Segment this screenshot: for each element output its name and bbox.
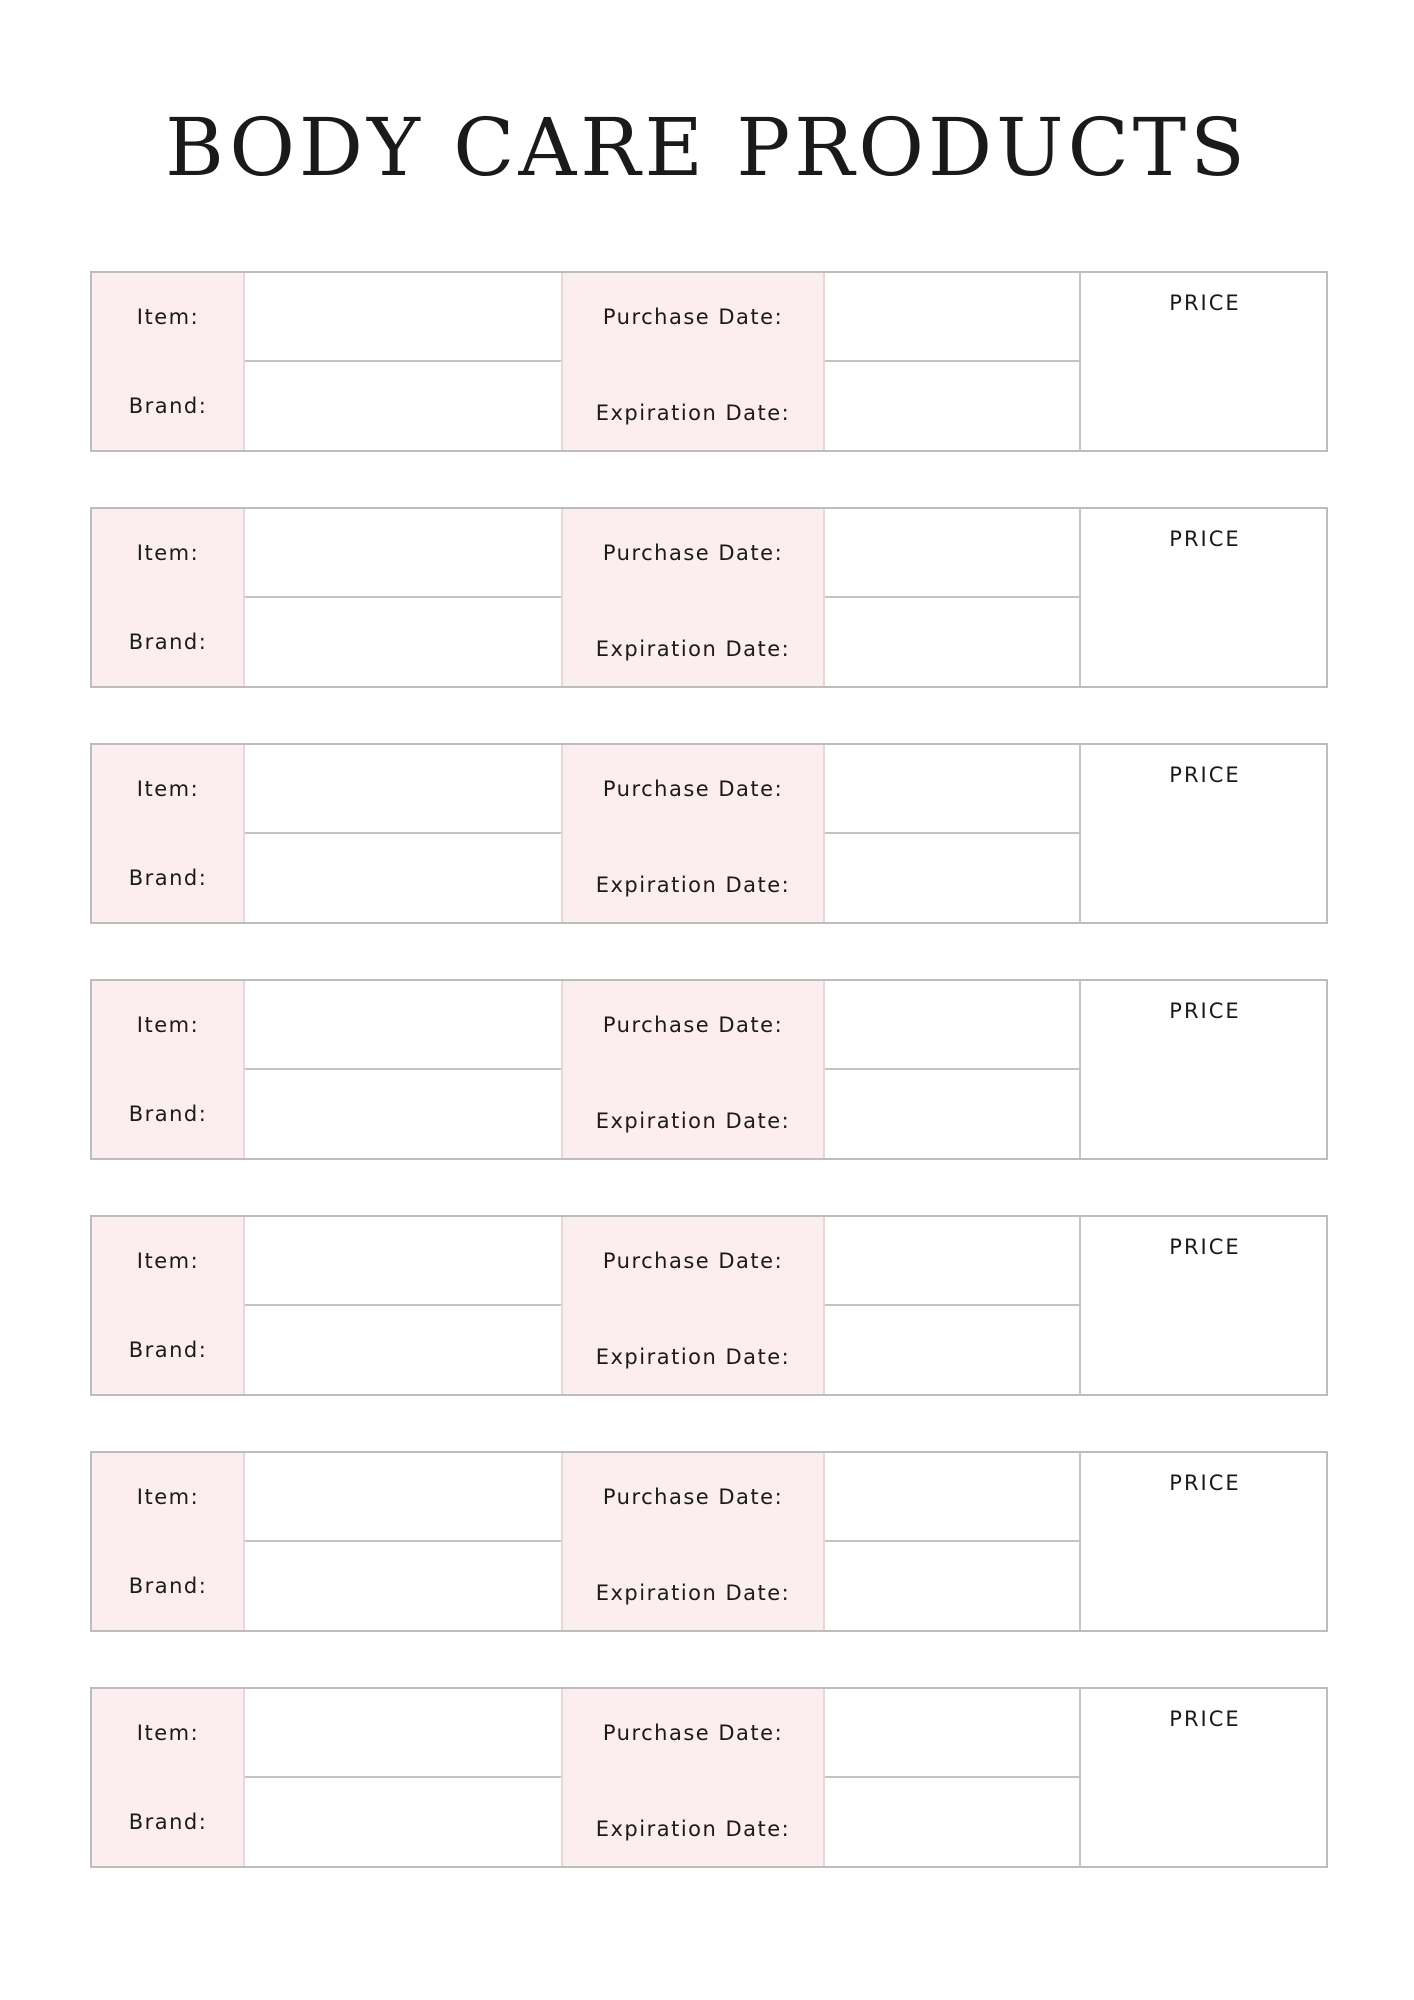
column-divider (243, 1217, 245, 1394)
brand-input[interactable] (244, 1305, 562, 1394)
purchase-date-input[interactable] (824, 1689, 1080, 1777)
brand-input[interactable] (244, 1069, 562, 1158)
column-divider (823, 1689, 825, 1866)
row-divider (244, 1068, 562, 1070)
purchase-date-label: Purchase Date: (562, 981, 824, 1069)
expiration-date-input[interactable] (824, 361, 1080, 450)
price-label: PRICE (1169, 291, 1241, 315)
product-card (90, 1215, 1328, 1396)
brand-label: Brand: (92, 1305, 244, 1394)
column-divider (561, 1453, 563, 1630)
item-input[interactable] (244, 981, 562, 1069)
row-divider (824, 832, 1080, 834)
brand-input[interactable] (244, 597, 562, 686)
column-divider (823, 1217, 825, 1394)
item-label: Item: (92, 1217, 244, 1305)
row-divider (244, 1776, 562, 1778)
brand-input[interactable] (244, 361, 562, 450)
brand-label: Brand: (92, 361, 244, 450)
column-divider (243, 1453, 245, 1630)
brand-label: Brand: (92, 833, 244, 922)
row-divider (244, 1304, 562, 1306)
column-divider (243, 981, 245, 1158)
item-input[interactable] (244, 1217, 562, 1305)
brand-label: Brand: (92, 1777, 244, 1866)
row-divider (244, 360, 562, 362)
row-divider (244, 832, 562, 834)
expiration-date-input[interactable] (824, 1541, 1080, 1630)
expiration-date-label: Expiration Date: (562, 597, 824, 686)
column-divider (1079, 273, 1081, 450)
purchase-date-label: Purchase Date: (562, 745, 824, 833)
brand-label: Brand: (92, 597, 244, 686)
page-title: BODY CARE PRODUCTS (165, 101, 1249, 194)
price-input[interactable] (1080, 1729, 1326, 1866)
expiration-date-input[interactable] (824, 1777, 1080, 1866)
column-divider (561, 745, 563, 922)
column-divider (561, 509, 563, 686)
price-input[interactable] (1080, 785, 1326, 922)
expiration-date-label: Expiration Date: (562, 1541, 824, 1630)
price-label: PRICE (1169, 1235, 1241, 1259)
row-divider (824, 1776, 1080, 1778)
price-label: PRICE (1169, 999, 1241, 1023)
expiration-date-label: Expiration Date: (562, 833, 824, 922)
row-divider (244, 596, 562, 598)
purchase-date-input[interactable] (824, 981, 1080, 1069)
expiration-date-label: Expiration Date: (562, 1777, 824, 1866)
column-divider (823, 1453, 825, 1630)
column-divider (1079, 981, 1081, 1158)
expiration-date-input[interactable] (824, 833, 1080, 922)
purchase-date-label: Purchase Date: (562, 1689, 824, 1777)
purchase-date-label: Purchase Date: (562, 273, 824, 361)
product-card (90, 1451, 1328, 1632)
purchase-date-input[interactable] (824, 745, 1080, 833)
price-input[interactable] (1080, 1493, 1326, 1630)
price-label: PRICE (1169, 527, 1241, 551)
column-divider (561, 1689, 563, 1866)
brand-input[interactable] (244, 1541, 562, 1630)
column-divider (823, 981, 825, 1158)
row-divider (824, 360, 1080, 362)
item-label: Item: (92, 745, 244, 833)
expiration-date-input[interactable] (824, 1305, 1080, 1394)
column-divider (243, 273, 245, 450)
item-label: Item: (92, 509, 244, 597)
expiration-date-input[interactable] (824, 1069, 1080, 1158)
purchase-date-input[interactable] (824, 1217, 1080, 1305)
column-divider (823, 745, 825, 922)
expiration-date-input[interactable] (824, 597, 1080, 686)
item-input[interactable] (244, 509, 562, 597)
purchase-date-label: Purchase Date: (562, 1453, 824, 1541)
brand-label: Brand: (92, 1069, 244, 1158)
item-input[interactable] (244, 273, 562, 361)
column-divider (561, 981, 563, 1158)
row-divider (824, 596, 1080, 598)
column-divider (1079, 1689, 1081, 1866)
price-label: PRICE (1169, 763, 1241, 787)
expiration-date-label: Expiration Date: (562, 1069, 824, 1158)
row-divider (824, 1540, 1080, 1542)
price-label: PRICE (1169, 1707, 1241, 1731)
item-label: Item: (92, 981, 244, 1069)
purchase-date-label: Purchase Date: (562, 509, 824, 597)
purchase-date-label: Purchase Date: (562, 1217, 824, 1305)
row-divider (244, 1540, 562, 1542)
item-input[interactable] (244, 1453, 562, 1541)
column-divider (243, 1689, 245, 1866)
product-card (90, 507, 1328, 688)
purchase-date-input[interactable] (824, 273, 1080, 361)
column-divider (823, 273, 825, 450)
row-divider (824, 1304, 1080, 1306)
purchase-date-input[interactable] (824, 509, 1080, 597)
column-divider (561, 273, 563, 450)
price-input[interactable] (1080, 313, 1326, 450)
item-input[interactable] (244, 745, 562, 833)
column-divider (243, 509, 245, 686)
item-label: Item: (92, 1453, 244, 1541)
expiration-date-label: Expiration Date: (562, 1305, 824, 1394)
column-divider (1079, 1217, 1081, 1394)
product-card (90, 1687, 1328, 1868)
purchase-date-input[interactable] (824, 1453, 1080, 1541)
price-input[interactable] (1080, 1257, 1326, 1394)
column-divider (1079, 745, 1081, 922)
column-divider (561, 1217, 563, 1394)
product-card (90, 743, 1328, 924)
column-divider (823, 509, 825, 686)
product-card (90, 271, 1328, 452)
column-divider (243, 745, 245, 922)
item-label: Item: (92, 273, 244, 361)
item-input[interactable] (244, 1689, 562, 1777)
brand-label: Brand: (92, 1541, 244, 1630)
brand-input[interactable] (244, 1777, 562, 1866)
row-divider (824, 1068, 1080, 1070)
expiration-date-label: Expiration Date: (562, 361, 824, 450)
product-card (90, 979, 1328, 1160)
price-label: PRICE (1169, 1471, 1241, 1495)
column-divider (1079, 509, 1081, 686)
price-input[interactable] (1080, 1021, 1326, 1158)
brand-input[interactable] (244, 833, 562, 922)
price-input[interactable] (1080, 549, 1326, 686)
column-divider (1079, 1453, 1081, 1630)
item-label: Item: (92, 1689, 244, 1777)
